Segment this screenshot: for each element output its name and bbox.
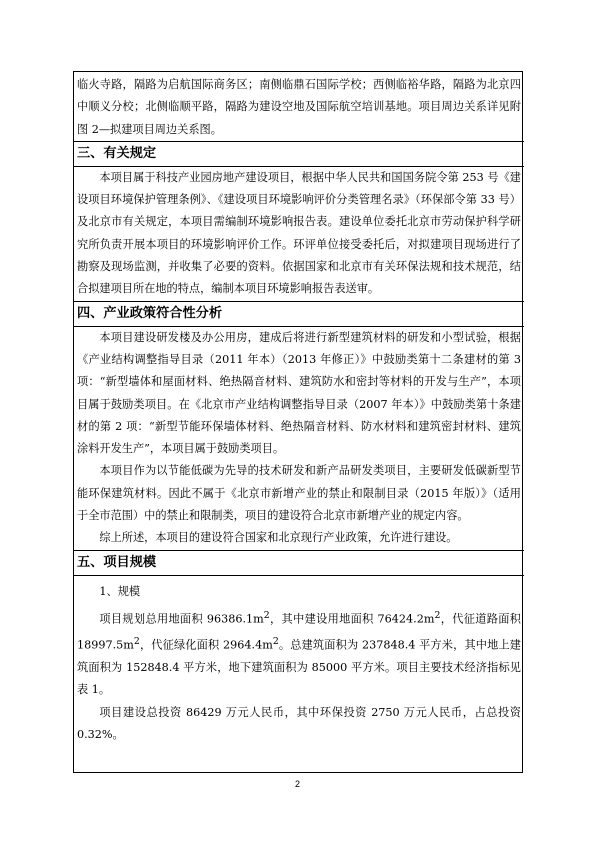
area-paragraph <box>77 605 521 702</box>
section-4-heading: 四、产业政策符合性分析 <box>74 301 524 327</box>
section-4-paragraph-2: 本项目作为以节能低碳为先导的技术研发和新产品研发类项目，主要研发低碳新型节能环保建筑材料。因此不属于《北京市新增产业的禁止和限制目录（2015 年版）》（适用于全市范围）中的禁止和限制类，项目的建设符合北京市新增产业的规定内容。 <box>77 464 521 523</box>
scale-subheading: 1、规模 <box>99 584 141 598</box>
area-text-5: 。总建筑面积为 237848.4 平方米，其中地上建筑面积为 152848.4 平方米，地下建筑面积为 85000 平方米。项目主要技术经济指标见表 1。 <box>77 638 521 697</box>
section-4-paragraph-1: 本项目建设研发楼及办公用房，建成后将进行新型建筑材料的研发和小型试验，根据《产业结构调整指导目录（2011 年本）（2013 年修正）》中鼓励类第十二条建材的第 3 项：“新型墙体和屋面材料、绝热隔音材料、建筑防水和密封等材料的开发与生产”，本项目属于鼓励类项目。在《北京市产业结构调整指导目录（2007 年本）》中鼓励类第十条建材的第 2 项：“新型节能环保墙体材料、绝热隔音材料、防水材料和建筑密封材料、建筑涂料开发生产”，本项目属于鼓励类项目。 <box>77 330 521 456</box>
page-number: 2 <box>294 779 300 789</box>
area-text-4: ，代征绿化面积 2964.4m <box>139 638 273 652</box>
unit-superscript: 2 <box>133 635 140 647</box>
intro-paragraph: 临火寺路，隔路为启航国际商务区；南侧临鼎石国际学校；西侧临裕华路，隔路为北京四中顺义分校；北侧临顺平路，隔路为建设空地及国际航空培训基地。项目周边关系详见附图 2—拟建项目周边关系图。 <box>77 78 521 136</box>
report-table-frame <box>73 71 523 773</box>
page-content <box>77 74 521 746</box>
section-5-heading: 五、项目规模 <box>74 550 524 576</box>
unit-superscript: 2 <box>272 635 279 647</box>
area-text-1: 项目规划总用地面积 96386.1m <box>99 612 264 626</box>
section-3-paragraph: 本项目属于科技产业园房地产建设项目，根据中华人民共和国国务院令第 253 号《建设项目环境保护管理条例》、《建设项目环境影响评价分类管理名录》（环保部令第 33 号）及北京市有关规定，本项目需编制环境影响报告表。建设单位委托北京市劳动保护科学研究所负责开展本项目的环境影响评价工作。环评单位接受委托后，对拟建项目现场进行了勘察及现场监测，并收集了必要的资料。依据国家和北京市有关环保法规和技术规范，结合拟建项目所在地的特点，编制本项目环境影响报告表送审。 <box>77 170 521 296</box>
section-4-paragraph-3: 综上所述，本项目的建设符合国家和北京现行产业政策，允许进行建设。 <box>99 531 458 545</box>
investment-paragraph: 项目建设总投资 86429 万元人民币，其中环保投资 2750 万元人民币，占总投资 0.32%。 <box>77 705 521 741</box>
area-text-2: ，其中建设用地面积 76424.2m <box>269 612 435 626</box>
section-3-heading: 三、有关规定 <box>74 141 524 167</box>
unit-superscript: 2 <box>434 609 441 621</box>
unit-superscript: 2 <box>263 609 270 621</box>
area-text-3: ，代征道路面积 18997.5m <box>77 612 521 652</box>
